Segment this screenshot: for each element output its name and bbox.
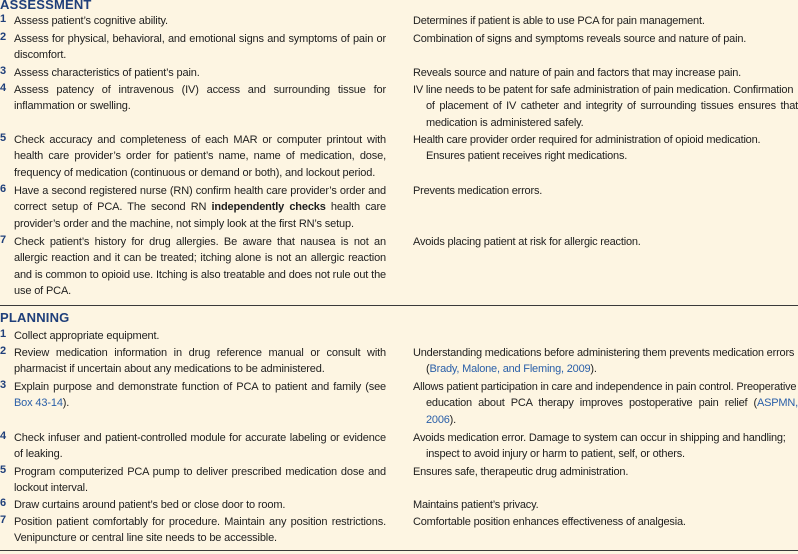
section-divider (0, 305, 798, 306)
rationale-text (413, 345, 798, 378)
step-number: 3 (0, 379, 7, 391)
step-text-part: Explain purpose and demonstrate function of PCA to patient and family (see (14, 381, 386, 393)
rationale-first-line: Understanding medications before administering them prevents medication errors (413, 347, 795, 359)
citation-link[interactable]: ASPMN, 2006 (426, 397, 798, 426)
rationale-continuation: inspect to avoid injury or harm to patient, self, or others. (426, 448, 685, 461)
step-number: 5 (0, 132, 7, 144)
box-reference-link[interactable]: Box 43-14 (14, 397, 63, 410)
rationale-text: Avoids placing patient at risk for allergic reaction. (413, 236, 641, 248)
step-text-part: ). (62, 397, 70, 410)
paren: ). (590, 363, 597, 376)
paren: ( (426, 363, 430, 376)
step-text: Program computerized PCA pump to deliver prescribed medication dose and lockout interval. (14, 466, 386, 495)
rationale-text: Reveals source and nature of pain and factors that may increase pain. (413, 67, 742, 79)
step-text: Assess patency of intravenous (IV) access and surrounding tissue for inflammation or swelling. (14, 84, 386, 113)
step-number: 7 (0, 514, 7, 526)
step-text (14, 379, 386, 412)
step-text: Assess patient’s cognitive ability. (14, 15, 168, 27)
rationale-text: Comfortable position enhances effectiveness of analgesia. (413, 516, 686, 528)
step-text-part: health care provider’s order and the machine, not simply look at the first RN’s setup. (14, 201, 386, 230)
step-text: Check patient’s history for drug allergies. Be aware that nausea is not an allergic reaction and it can be treated; itching alone is not an allergic reaction and is common to opioid use. Itching is also treatable and does not rule out the use of PCA. (14, 236, 386, 297)
rationale-text (413, 430, 798, 463)
rationale-text-part: education about PCA therapy improves postoperative pain relief ( (426, 397, 758, 410)
step-number: 2 (0, 345, 7, 357)
rationale-continuation: of placement of IV catheter and integrity of surrounding tissues ensures that medication is administered safely. (426, 100, 798, 129)
step-number: 6 (0, 183, 7, 195)
step-text: Assess characteristics of patient’s pain. (14, 67, 200, 79)
rationale-first-line: Health care provider order required for administration of opioid medication. (413, 134, 761, 146)
rationale-continuation (413, 361, 798, 377)
rationale-text (413, 82, 798, 131)
step-text: Position patient comfortably for procedure. Maintain any position restrictions. Venipuncture or central line site needs to be accessible. (14, 516, 386, 545)
step-number: 7 (0, 234, 7, 246)
step-number: 5 (0, 464, 7, 476)
rationale-text (413, 132, 798, 165)
rationale-text: Determines if patient is able to use PCA for pain management. (413, 15, 705, 27)
rationale-first-line: IV line needs to be patent for safe administration of pain medication. Confirmation (413, 84, 794, 96)
step-text-part: Have a second registered nurse (RN) confirm health care provider’s order and correct setup of PCA. The second RN (14, 185, 386, 214)
step-text: Assess for physical, behavioral, and emotional signs and symptoms of pain or discomfort. (14, 33, 386, 62)
rationale-first-line: Avoids medication error. Damage to system can occur in shipping and handling; (413, 432, 786, 444)
rationale-text: Maintains patient’s privacy. (413, 499, 539, 511)
rationale-text: Prevents medication errors. (413, 185, 543, 197)
step-text (14, 183, 386, 232)
step-number: 4 (0, 82, 7, 94)
rationale-text: Ensures safe, therapeutic drug administration. (413, 466, 629, 478)
step-number: 3 (0, 65, 7, 77)
step-text: Collect appropriate equipment. (14, 330, 160, 342)
citation-link[interactable]: Brady, Malone, and Fleming, 2009 (429, 363, 591, 376)
step-text: Review medication information in drug reference manual or consult with pharmacist if uncertain about any medications to be administered. (14, 347, 386, 376)
step-number: 1 (0, 328, 7, 340)
step-number: 2 (0, 31, 7, 43)
step-text: Draw curtains around patient’s bed or close door to room. (14, 499, 286, 511)
rationale-text (413, 379, 798, 428)
paren: ). (449, 413, 456, 426)
rationale-first-line: Allows patient participation in care and independence in pain control. Preoperative (413, 381, 797, 393)
rationale-continuation (413, 395, 798, 428)
step-text: Check accuracy and completeness of each MAR or computer printout with health care provider’s order for patient’s name, name of medication, dose, frequency of medication (continuous or demand or both), and lockout period. (14, 134, 386, 179)
section-divider (0, 550, 798, 551)
step-number: 4 (0, 430, 7, 442)
rationale-text: Combination of signs and symptoms reveals source and nature of pain. (413, 33, 747, 45)
step-emphasis: independently checks (211, 201, 326, 214)
assessment-heading: ASSESSMENT (0, 0, 92, 12)
step-number: 6 (0, 497, 7, 509)
step-number: 1 (0, 13, 7, 25)
planning-heading: PLANNING (0, 310, 70, 325)
rationale-continuation: Ensures patient receives right medications. (426, 150, 628, 163)
step-text: Check infuser and patient-controlled module for accurate labeling or evidence of leaking. (14, 432, 386, 461)
